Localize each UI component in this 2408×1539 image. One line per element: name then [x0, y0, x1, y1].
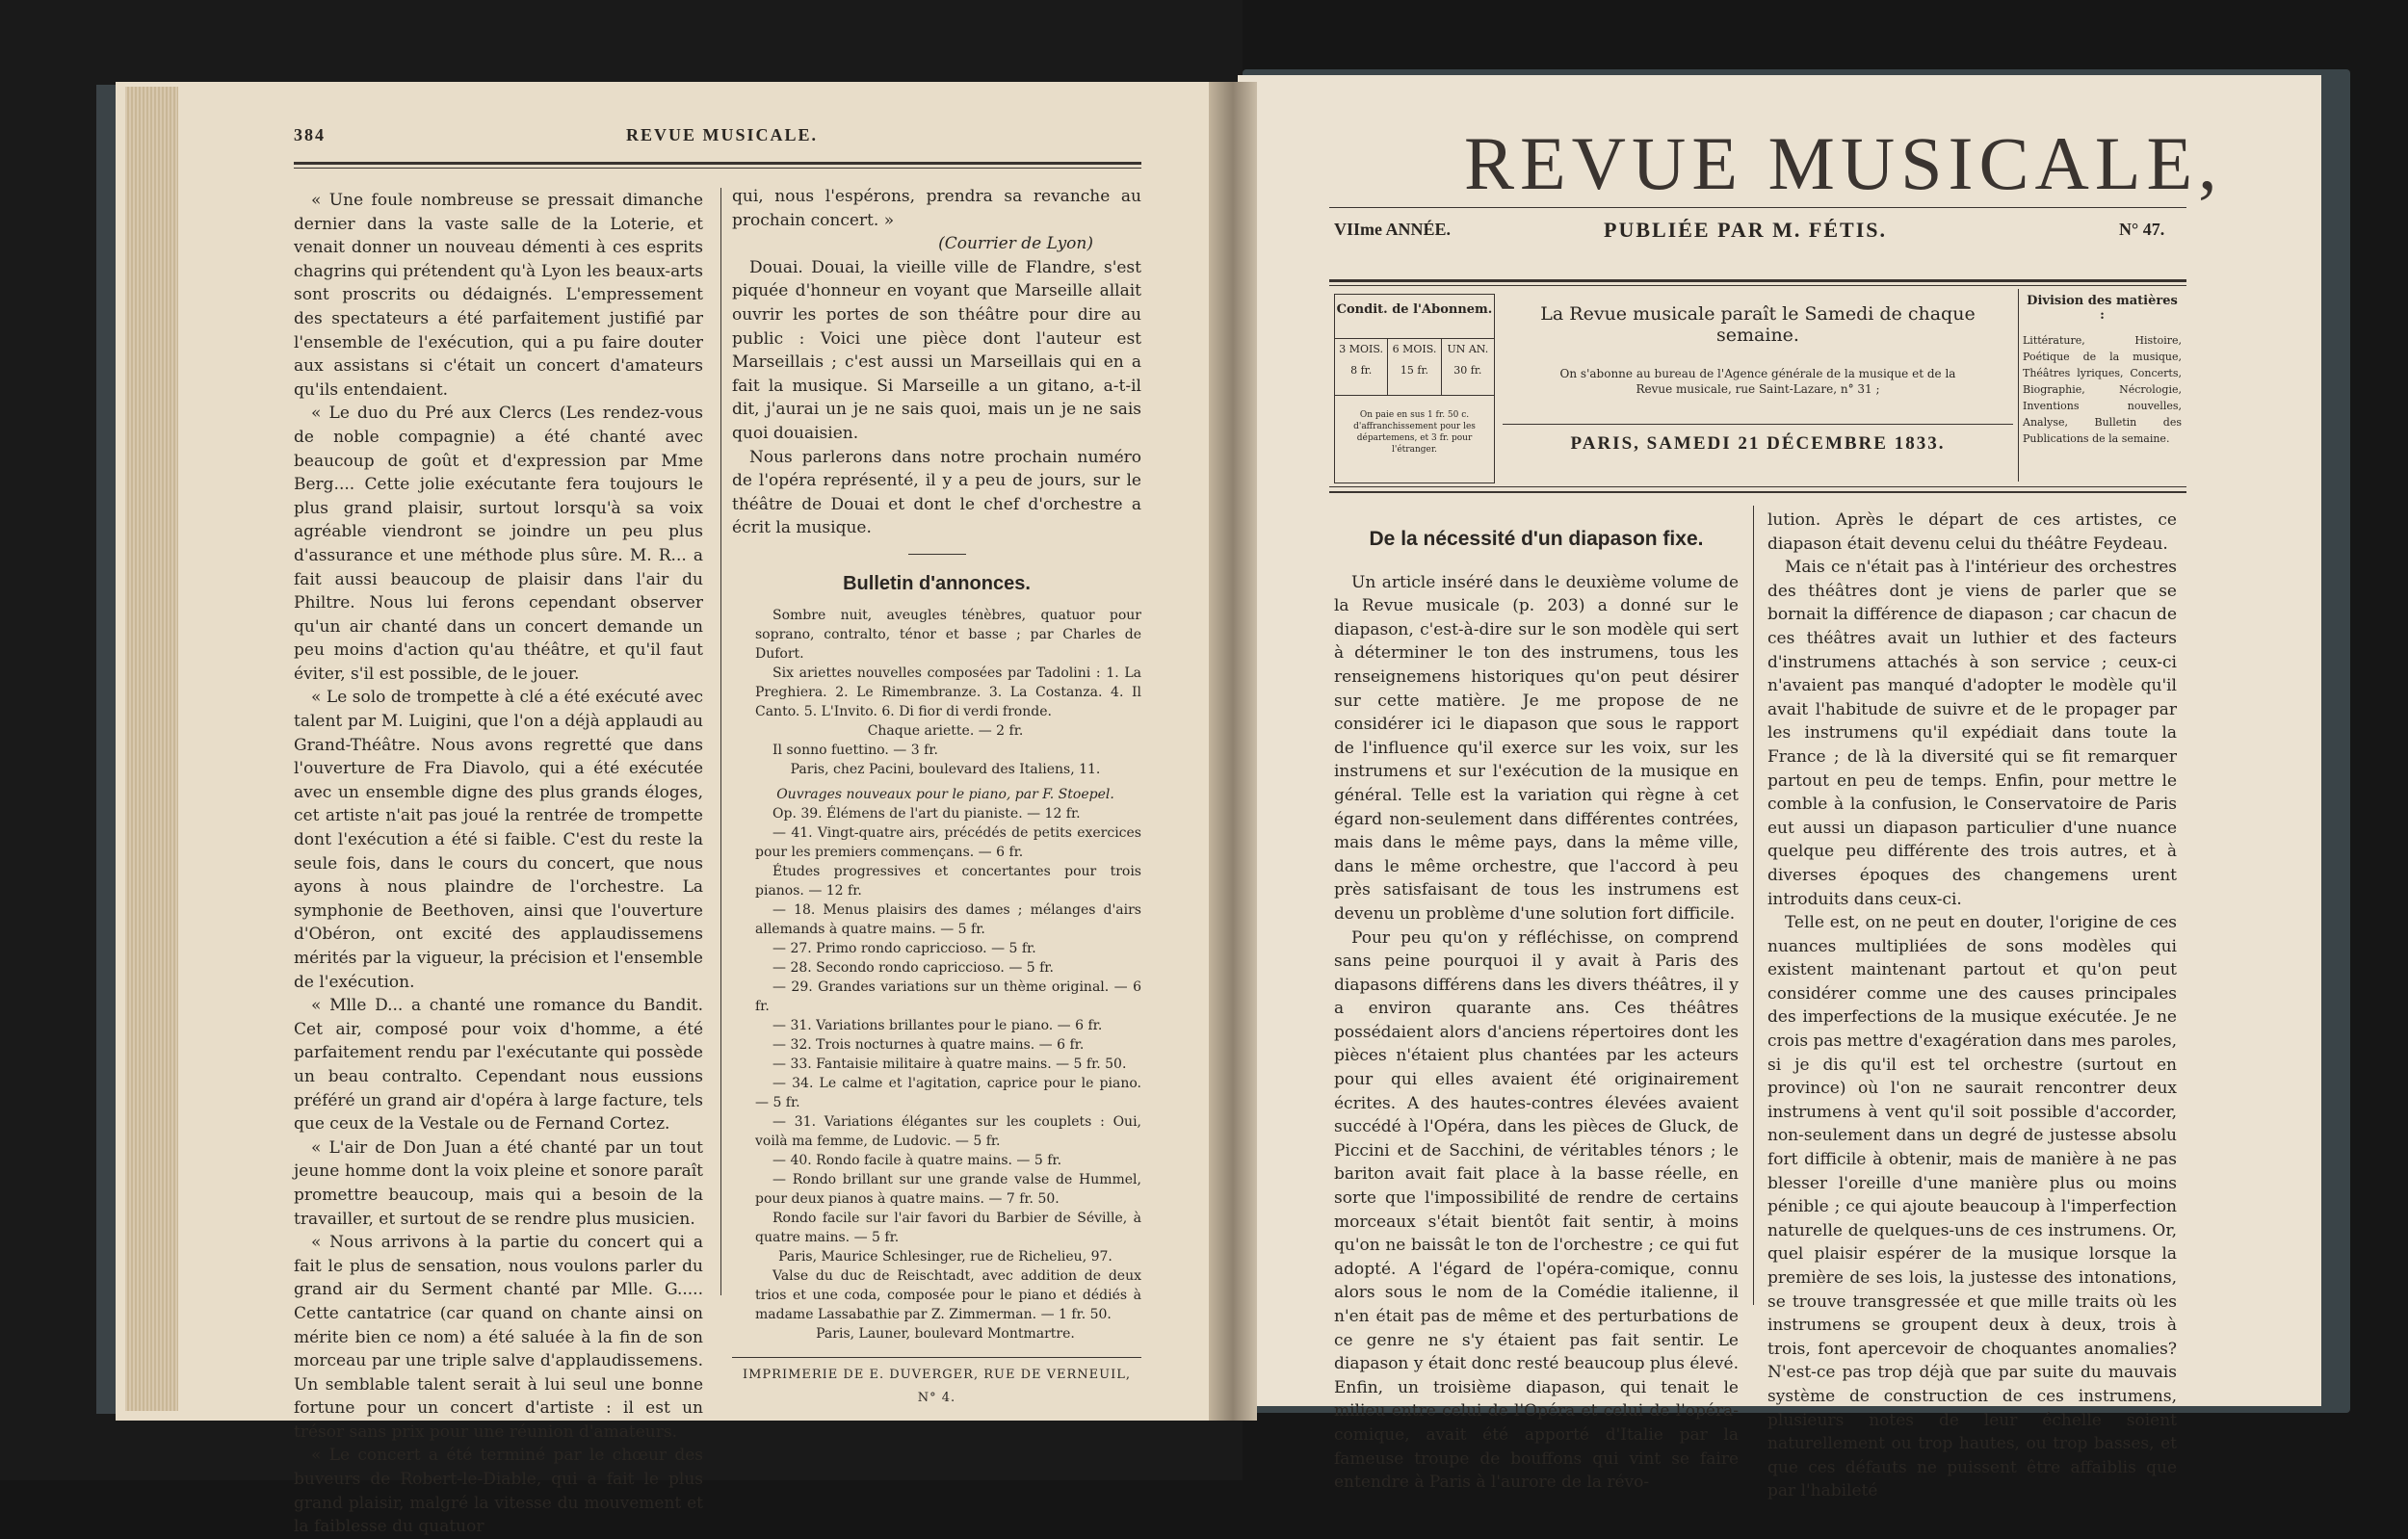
subscription-note: On paie en sus 1 fr. 50 c. d'affranchissement pour les départemens, et 3 fr. pour l'étranger.	[1353, 410, 1476, 455]
head-rule-thin	[294, 168, 1141, 169]
bulletin-item: Il sonno fuettino. — 3 fr.	[772, 742, 938, 758]
masthead-rule	[1329, 207, 2186, 208]
subscription-col	[1442, 339, 1494, 395]
sub-period: UN AN.	[1447, 343, 1489, 355]
article-title: De la nécessité d'un diapason fixe.	[1369, 528, 1704, 550]
bulletin-item: — 29. Grandes variations sur un thème original. — 6 fr.	[755, 978, 1141, 1014]
sub-price: 30 fr.	[1453, 364, 1482, 377]
paragraph: Douai. Douai, la vieille ville de Flandre, s'est piquée d'honneur en voyant que Marseille allait ouvrir les portes de son théâtre pour dire au public : Voici une pièce dont l'auteur est Marseillais ; c'est aussi un Marseillais qui en a fait la musique. Si Marseille a un gitano, a-t-il dit, j'aurai un je ne sais quoi, mais un je ne sais quoi douaisien.	[732, 257, 1141, 443]
masthead-title: REVUE MUSICALE,	[1464, 121, 2223, 205]
left-column-1	[294, 189, 703, 1539]
page-number: 384	[294, 125, 326, 144]
subscription-col	[1388, 339, 1441, 395]
bulletin-item: — Rondo brillant sur une grande valse de Hummel, pour deux pianos à quatre mains. — 7 fr. 50.	[755, 1171, 1141, 1207]
bulletin-item: Six ariettes nouvelles composées par Tadolini : 1. La Preghiera. 2. Le Rimembranze. 3. La Costanza. 4. Il Canto. 5. L'Invito. 6. Di fior di verdi fronde.	[755, 665, 1141, 719]
bulletin-item: Paris, chez Pacini, boulevard des Italiens, 11.	[790, 761, 1101, 777]
paragraph: « Le solo de trompette à clé a été exécuté avec talent par M. Luigini, que l'on a déjà applaudi au Grand-Théâtre. Nous avons regretté que dans l'ouverture de Fra Diavolo, qui a été exécutée avec un ensemble digne des plus grands éloges, cet artiste n'ait pas joué la rentrée de trompette dont l'exécution a été si faible. C'est du reste la seule fois, dans le cours du concert, que nous ayons à nous plaindre de l'orchestre. La symphonie de Beethoven, ainsi que l'ouverture d'Obéron, ont excité des applaudissemens mérités par la vigueur, la précision et l'ensemble de l'exécution.	[294, 688, 703, 992]
paragraph: lution. Après le départ de ces artistes, ce diapason était devenu celui du théâtre Feydeau.	[1767, 510, 2177, 554]
bulletin-item: — 31. Variations élégantes sur les couplets : Oui, voilà ma femme, de Ludovic. — 5 fr.	[755, 1113, 1141, 1149]
section-rule	[908, 554, 966, 555]
bulletin-item: — 27. Primo rondo capriccioso. — 5 fr.	[772, 940, 1036, 956]
running-head: REVUE MUSICALE.	[626, 125, 819, 144]
bulletin-item: Études progressives et concertantes pour trois pianos. — 12 fr.	[755, 863, 1141, 899]
notice-rule	[1503, 424, 2013, 425]
office-notice: On s'abonne au bureau de l'Agence générale de la musique et de la Revue musicale, rue Saint-Lazare, n° 31 ;	[1559, 367, 1956, 396]
issue-number: N° 47.	[2119, 220, 2165, 239]
bulletin-item: — 33. Fantaisie militaire à quatre mains. — 5 fr. 50.	[772, 1056, 1127, 1072]
paragraph: Nous parlerons dans notre prochain numéro de l'opéra représenté, il y a peu de jours, sur le théâtre de Douai et dont le chef d'orchestre a écrit la musique.	[732, 447, 1141, 538]
paragraph: Un article inséré dans le deuxième volume de la Revue musicale (p. 203) a donné sur le diapason, c'est-à-dire sur le son modèle qui sert à déterminer le ton des instrumens, tous les renseignemens historiques qu'on peut désirer sur cette matière. Je me propose de ne considérer ici le diapason que sous le rapport de l'influence qu'il exerce sur les voix, sur les instrumens et sur l'exécution de la musique en général. Telle est la variation qui règne à cet égard non-seulement dans différentes contrées, mais dans le même pays, dans la même ville, dans le même orchestre, que l'accord à peu près satisfaisant de tous les instrumens est devenu un problème d'une solution fort difficile.	[1334, 572, 1739, 924]
contents-heading: Division des matières :	[2027, 294, 2178, 323]
sub-period: 3 MOIS.	[1339, 343, 1384, 355]
bulletin-subhead: Ouvrages nouveaux pour le piano, par F. Stoepel.	[776, 786, 1114, 802]
bulletin-item: — 31. Variations brillantes pour le piano. — 6 fr.	[772, 1017, 1103, 1033]
bulletin-item: Sombre nuit, aveugles ténèbres, quatuor pour soprano, contralto, ténor et basse ; par Charles de Dufort.	[755, 607, 1141, 662]
publication-notice: La Revue musicale paraît le Samedi de chaque semaine.	[1540, 303, 1976, 346]
paragraph: « Mlle D... a chanté une romance du Bandit. Cet air, composé pour voix d'homme, a été parfaitement rendu par l'exécutante qui possède un beau contralto. Cependant nous eussions préféré un grand air d'opéra à large facture, tels que ceux de la Vestale ou de Fernand Cortez.	[294, 996, 703, 1135]
bulletin-item: — 32. Trois nocturnes à quatre mains. — 6 fr.	[772, 1036, 1085, 1053]
paragraph: Pour peu qu'on y réfléchisse, on comprend sans peine pourquoi il y avait à Paris des diapasons différens dans les divers théâtres, il y a environ quarante ans. Ces théâtres possédaient alors d'anciens répertoires dont les pièces n'étaient plus chantées par les acteurs pour qui elles avaient été originairement écrites. A des hautes-contres élevées avaient succédé à l'Opéra, dans les pièces de Gluck, de Piccini et de Sacchini, de véritables ténors ; le bariton avait fait place à la basse réelle, en sorte que l'impossibilité de rendre de certains morceaux s'était bientôt fait sentir, à moins qu'on ne baissât le ton de l'orchestre ; ce qui fut adopté. A l'égard de l'opéra-comique, connu alors sous le nom de la Comédie italienne, il n'en était pas de même et des perturbations de ce genre ne s'y étaient pas fait sentir. Le diapason y était donc resté beaucoup plus élevé. Enfin, un troisième diapason, qui tenait le milieu entre celui de l'Opéra et celui de l'opéra-comique, avait été apporté d'Italie par la fameuse troupe de bouffons qui vint se faire entendre à Paris à l'aurore de la révo-	[1334, 927, 1739, 1493]
subscription-table	[1335, 338, 1494, 396]
bulletin-item: — 34. Le calme et l'agitation, caprice pour le piano. — 5 fr.	[755, 1075, 1141, 1110]
column-divider-right	[1753, 506, 1754, 1305]
bulletin-item: Chaque ariette. — 2 fr.	[867, 722, 1024, 739]
subscription-heading: Condit. de l'Abonnem.	[1336, 302, 1493, 317]
paragraph: « Nous arrivons à la partie du concert qui a fait le plus de sensation, nous voulons parler du grand air du Serment chanté par Mlle. G..... Cette cantatrice (car quand on chante ainsi on mérite bien ce nom) a été saluée à la fin de son morceau par une triple salve d'applaudissemens. Un semblable talent serait à lui seul une bonne fortune pour un concert d'artiste : il est un trésor sans prix pour une réunion d'amateurs.	[294, 1233, 703, 1442]
sub-price: 8 fr.	[1350, 364, 1373, 377]
bulletin-title: Bulletin d'annonces.	[843, 572, 1031, 594]
bulletin-item: Paris, Maurice Schlesinger, rue de Richelieu, 97.	[778, 1248, 1112, 1265]
paragraph: qui, nous l'espérons, prendra sa revanche au prochain concert. »	[732, 187, 1141, 230]
publisher-label: PUBLIÉE PAR M. FÉTIS.	[1604, 218, 1888, 242]
imprint: IMPRIMERIE DE E. DUVERGER, RUE DE VERNEUIL, N° 4.	[732, 1357, 1141, 1411]
bulletin-item: — 18. Menus plaisirs des dames ; mélanges d'airs allemands à quatre mains. — 5 fr.	[755, 901, 1141, 937]
paragraph: « Le concert a été terminé par le chœur des buveurs de Robert-le-Diable, qui a fait le plus grand plaisir, malgré la vitesse du mouvement et la faiblesse du quatuor	[294, 1446, 703, 1537]
sub-period: 6 MOIS.	[1392, 343, 1437, 355]
bulletin-item: Rondo facile sur l'air favori du Barbier de Séville, à quatre mains. — 5 fr.	[755, 1210, 1141, 1245]
paragraph: « Le duo du Pré aux Clercs (Les rendez-vous de noble compagnie) a été chanté avec beaucoup de goût et d'expression par Mme Berg.... Cette jolie exécutante fera toujours le plus grand plaisir, surtout lorsqu'à sa voix agréable viendront se joindre un peu plus d'assurance et une méthode plus sûre. M. R... a fait aussi beaucoup de plaisir dans l'air du Philtre. Nous lui ferons cependant observer qu'un air chanté dans un concert demande un peu moins d'action qu'au théâtre, et qu'il faut éviter, s'il est possible, de le jouer.	[294, 404, 703, 684]
subscription-box	[1334, 294, 1495, 483]
contents-divider	[2018, 289, 2019, 482]
right-column-1	[1334, 528, 1739, 1495]
column-divider	[720, 188, 721, 1295]
masthead-bottom-rule	[1329, 486, 2186, 487]
source-credit: (Courrier de Lyon)	[938, 234, 1093, 254]
masthead-bottom-rule-thick	[1329, 491, 2186, 493]
header-rule	[1329, 279, 2186, 282]
sub-price: 15 fr.	[1400, 364, 1429, 377]
paragraph: Telle est, on ne peut en douter, l'origine de ces nuances multipliées de sons modèles qui existent maintenant partout et qu'on peut considérer comme une des causes principales des imperfections de la musique exécutée. Je ne crois pas mettre d'exagération dans mes paroles, si je dis qu'il est tel orchestre (surtout en province) où l'on ne saurait rencontrer deux instrumens à vent qu'il soit possible d'accorder, non-seulement dans un degré de justesse absolu fort difficile à obtenir, mais de manière à ne pas blesser l'oreille d'une manière plus ou moins pénible ; ce qui ajoute beaucoup à l'imperfection naturelle de quelques-uns de ces instrumens. Or, quel plaisir espérer de la musique lorsque la première de ses lois, la justesse des intonations, se trouve transgressée et que mille traits où les instrumens se groupent deux à deux, trois à trois, font apercevoir de choquantes anomalies? N'est-ce pas trop déjà que par suite du mauvais système de construction de ces instrumens, plusieurs notes de leur échelle soient naturellement ou trop hautes, ou trop basses, et que ces défauts ne puissent être affaiblis que par l'habileté	[1767, 913, 2177, 1501]
head-rule	[294, 162, 1141, 165]
bulletin-item: — 40. Rondo facile à quatre mains. — 5 fr.	[772, 1152, 1062, 1168]
bulletin-list	[732, 606, 1141, 1343]
book-gutter	[1209, 82, 1257, 1421]
page-edges	[125, 87, 178, 1411]
paragraph: « Une foule nombreuse se pressait dimanche dernier dans la vaste salle de la Loterie, et venait donner un nouveau démenti à ces esprits chagrins qui prétendent qu'à Lyon les beaux-arts sont proscrits ou dédaignés. L'empressement des spectateurs a été parfaitement justifié par l'ensemble de l'exécution, qui a pu faire douter aux assistans si c'était un concert d'amateurs qu'ils entendaient.	[294, 191, 703, 400]
issue-date: PARIS, SAMEDI 21 DÉCEMBRE 1833.	[1570, 433, 1946, 454]
contents-list: Littérature, Histoire, Poétique de la musique, Théâtres lyriques, Concerts, Biographie, Nécrologie, Inventions nouvelles, Analyse, Bulletin des Publications de la semaine.	[2023, 334, 2182, 445]
right-column-2	[1767, 509, 2177, 1503]
subscription-col	[1335, 339, 1388, 395]
year-label: VIIme ANNÉE.	[1334, 220, 1452, 239]
left-column-2	[732, 185, 1141, 1411]
bulletin-item: — 28. Secondo rondo capriccioso. — 5 fr.	[772, 959, 1054, 976]
paragraph: « L'air de Don Juan a été chanté par un tout jeune homme dont la voix pleine et sonore paraît promettre beaucoup, mais qui a besoin de la travailler, et surtout de se rendre plus musicien.	[294, 1137, 703, 1229]
bulletin-item: Valse du duc de Reischtadt, avec addition de deux trios et une coda, composée pour le piano et dédiés à madame Lassabathie par Z. Zimmerman. — 1 fr. 50.	[755, 1267, 1141, 1322]
bulletin-item: Paris, Launer, boulevard Montmartre.	[816, 1325, 1075, 1342]
bulletin-item: — 41. Vingt-quatre airs, précédés de petits exercices pour les premiers commençans. — 6 fr.	[755, 824, 1141, 860]
header-rule-thin	[1329, 285, 2186, 286]
paragraph: Mais ce n'était pas à l'intérieur des orchestres des théâtres dont je viens de parler que se bornait la différence de diapason ; car chacun de ces théâtres avait un luthier et des facteurs d'instrumens attachés à son service ; ceux-ci n'avaient pas manqué d'adopter le modèle qu'il avait l'habitude de suivre et de le propager par les instrumens qu'il expédiait dans toute la France ; de là la diversité qui se fit remarquer partout en peu de temps. Enfin, pour mettre le comble à la confusion, le Conservatoire de Paris eut aussi un diapason particulier d'une nuance quelque peu différente des trois autres, et à diverses époques des changemens urent introduits dans ceux-ci.	[1767, 558, 2177, 909]
bulletin-item: Op. 39. Élémens de l'art du pianiste. — 12 fr.	[772, 805, 1081, 822]
